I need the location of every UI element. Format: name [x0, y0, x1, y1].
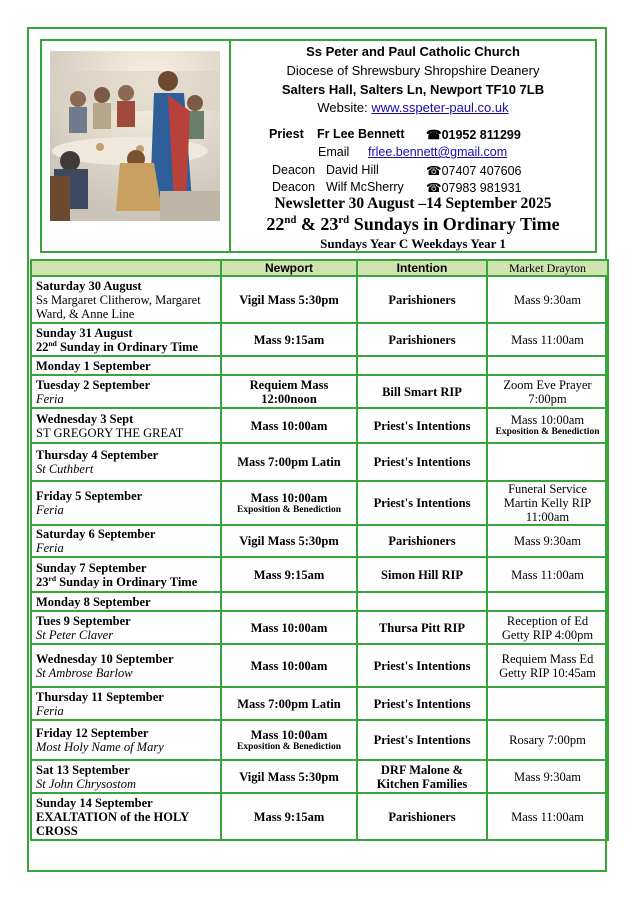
- header-box: [40, 39, 597, 253]
- row-newport-note: Exposition & Benediction: [237, 741, 341, 752]
- cell-intention: [357, 276, 487, 323]
- deacon2-phone: ☎07983 981931: [426, 181, 522, 195]
- row-intention-text: Thursa Pitt RIP: [378, 620, 466, 635]
- row-saint: [36, 810, 189, 838]
- email-label: Email: [318, 145, 350, 159]
- schedule-table: [30, 259, 609, 841]
- row-day: Saturday 30 August: [36, 278, 142, 293]
- cell-day: [31, 793, 221, 840]
- row-saint-text: St John Chrysostom: [36, 776, 136, 791]
- row-newport-note: Exposition & Benediction: [237, 504, 341, 515]
- row-newport-text: Vigil Mass 5:30pm: [239, 534, 339, 548]
- row-saint: [36, 293, 201, 321]
- row-saint: [36, 392, 64, 406]
- cell-market-drayton: [487, 481, 608, 525]
- row-newport-text: Mass 7:00pm Latin: [237, 455, 341, 469]
- cell-market-drayton: [487, 611, 608, 644]
- row-newport-text: Mass 9:15am: [253, 567, 325, 582]
- cell-day: [31, 644, 221, 687]
- row-saint-text: EXALTATION of the HOLY CROSS: [36, 809, 189, 838]
- cell-intention: [357, 356, 487, 375]
- cell-day: [31, 356, 221, 375]
- cell-intention: [357, 557, 487, 592]
- row-saint-text: Ss Margaret Clitherow, Margaret Ward, & Anne Line: [36, 292, 201, 321]
- table-row: [31, 557, 608, 592]
- row-md-text: Mass 11:00am: [511, 809, 584, 824]
- table-row: [31, 793, 608, 840]
- row-intention-text: Simon Hill RIP: [381, 567, 463, 582]
- cell-day: [31, 611, 221, 644]
- cell-newport: [221, 525, 357, 557]
- row-saint-text: Sunday in Ordinary Time: [56, 574, 198, 589]
- row-saint-text: St Ambrose Barlow: [36, 665, 133, 680]
- row-day: Monday 8 September: [36, 594, 151, 609]
- row-md-text: Mass 9:30am: [513, 292, 581, 307]
- row-md-text: Mass 10:00am: [510, 413, 585, 427]
- deacon1-role: Deacon: [272, 163, 316, 177]
- row-saint-sup: nd: [48, 338, 57, 348]
- row-newport-text: Mass 10:00am: [250, 620, 328, 635]
- cell-market-drayton: [487, 760, 608, 793]
- row-saint-sup: rd: [48, 573, 56, 583]
- schedule-rows: [31, 276, 608, 840]
- table-row: [31, 611, 608, 644]
- table-row: [31, 356, 608, 375]
- row-newport-text: Requiem Mass 12:00noon: [249, 377, 329, 406]
- cell-day: [31, 481, 221, 525]
- cell-intention: [357, 323, 487, 356]
- row-intention-text: Parishioners: [388, 534, 456, 548]
- row-saint: [36, 740, 164, 754]
- address: Salters Hall, Salters Ln, Newport TF10 7LB: [281, 82, 545, 97]
- row-day: Thursday 11 September: [36, 689, 164, 704]
- row-intention-text: Bill Smart RIP: [382, 384, 462, 399]
- deacon2-role: Deacon: [272, 180, 316, 194]
- priest-name: Fr Lee Bennett: [317, 127, 405, 141]
- table-row: [31, 323, 608, 356]
- cell-intention: [357, 375, 487, 408]
- cell-market-drayton: [487, 687, 608, 720]
- cell-newport: [221, 687, 357, 720]
- row-md-text: Reception of Ed Getty RIP 4:00pm: [501, 613, 594, 642]
- row-intention-text: DRF Malone & Kitchen Families: [376, 762, 468, 791]
- cell-day: [31, 760, 221, 793]
- table-row: [31, 760, 608, 793]
- cell-market-drayton: [487, 408, 608, 443]
- cell-newport: [221, 443, 357, 481]
- row-intention-text: Priest's Intentions: [373, 696, 471, 711]
- cell-market-drayton: [487, 720, 608, 760]
- row-md-text: Funeral Service Martin Kelly RIP 11:00am: [503, 482, 592, 524]
- newsletter-title: Newsletter 30 August –14 September 2025: [274, 195, 552, 212]
- cell-newport: [221, 644, 357, 687]
- row-saint: [36, 462, 93, 476]
- website-label: Website:: [317, 100, 368, 115]
- row-md-text: Rosary 7:00pm: [509, 733, 586, 747]
- row-day: Saturday 6 September: [36, 527, 156, 541]
- row-newport-text: Mass 7:00pm Latin: [237, 696, 341, 711]
- row-newport-text: Mass 10:00am: [250, 418, 328, 433]
- deacon2-name: Wilf McSherry: [326, 180, 404, 194]
- deacon1-name: David Hill: [326, 163, 379, 177]
- cell-market-drayton: [487, 323, 608, 356]
- sundays-b-sup: rd: [338, 214, 350, 226]
- row-saint-text: Feria: [36, 503, 64, 517]
- cell-intention: [357, 687, 487, 720]
- cell-intention: [357, 760, 487, 793]
- church-name: Ss Peter and Paul Catholic Church: [306, 44, 520, 59]
- table-header-row: [31, 260, 608, 276]
- cell-market-drayton: [487, 276, 608, 323]
- row-saint: [36, 340, 198, 354]
- row-day: Tuesday 2 September: [36, 377, 151, 392]
- cell-newport: [221, 793, 357, 840]
- row-newport-text: Vigil Mass 5:30pm: [239, 769, 339, 784]
- cell-newport: [221, 481, 357, 525]
- row-day: Wednesday 10 September: [36, 651, 174, 666]
- col-header-intention: Intention: [357, 260, 487, 276]
- cell-day: [31, 408, 221, 443]
- col-header-newport: Newport: [221, 260, 357, 276]
- row-day: Sunday 31 August: [36, 325, 133, 340]
- cell-market-drayton: [487, 557, 608, 592]
- cell-newport: [221, 323, 357, 356]
- row-newport-text: Mass 10:00am: [250, 490, 328, 505]
- cell-day: [31, 375, 221, 408]
- cell-intention: [357, 644, 487, 687]
- row-saint-text: St Cuthbert: [36, 462, 94, 476]
- cell-day: [31, 525, 221, 557]
- row-md-note: Exposition & Benediction: [495, 427, 600, 437]
- priest-phone: ☎01952 811299: [426, 128, 521, 142]
- cell-day: [31, 687, 221, 720]
- row-saint-text: St Peter Claver: [36, 627, 114, 642]
- row-saint-text: Feria: [36, 391, 64, 406]
- row-saint: [36, 503, 64, 517]
- row-day: Tues 9 September: [36, 613, 131, 628]
- row-day: Friday 5 September: [36, 489, 143, 503]
- row-intention-text: Parishioners: [388, 332, 456, 347]
- row-md-text: Mass 11:00am: [511, 332, 584, 347]
- website-line: [231, 100, 595, 115]
- row-saint-text: Feria: [36, 541, 64, 555]
- row-day: Wednesday 3 Sept: [36, 411, 134, 426]
- table-row: [31, 276, 608, 323]
- row-day: Thursday 4 September: [36, 448, 159, 462]
- cell-day: [31, 323, 221, 356]
- cell-intention: [357, 525, 487, 557]
- row-day: Sunday 14 September: [36, 795, 153, 810]
- row-day: Monday 1 September: [36, 358, 151, 373]
- cell-market-drayton: [487, 644, 608, 687]
- row-intention-text: Parishioners: [388, 292, 456, 307]
- cell-newport: [221, 611, 357, 644]
- cell-market-drayton: [487, 525, 608, 557]
- col-header-market-drayton: Market Drayton: [487, 260, 608, 276]
- table-row: [31, 720, 608, 760]
- cell-day: [31, 720, 221, 760]
- table-row: [31, 375, 608, 408]
- row-saint-ordinal: 23: [36, 574, 49, 589]
- row-intention-text: Priest's Intentions: [373, 658, 471, 673]
- row-saint: [36, 777, 136, 791]
- priest-role: Priest: [269, 127, 304, 141]
- table-row: [31, 687, 608, 720]
- row-intention-text: Priest's Intentions: [373, 455, 471, 469]
- table-row: [31, 443, 608, 481]
- row-saint: [36, 704, 64, 718]
- table-row: [31, 525, 608, 557]
- row-newport-text: Mass 9:15am: [253, 809, 325, 824]
- cell-intention: [357, 611, 487, 644]
- deacon1-line: [272, 163, 522, 178]
- row-md-text: Zoom Eve Prayer 7:00pm: [503, 377, 592, 406]
- cell-intention: [357, 408, 487, 443]
- table-row: [31, 592, 608, 611]
- row-saint-text: Most Holy Name of Mary: [36, 740, 164, 754]
- cell-market-drayton: [487, 443, 608, 481]
- cell-newport: [221, 720, 357, 760]
- diocese: Diocese of Shrewsbury Shropshire Deanery: [286, 63, 540, 78]
- cell-day: [31, 592, 221, 611]
- row-md-text: Mass 11:00am: [511, 567, 584, 582]
- cell-market-drayton: [487, 375, 608, 408]
- cell-day: [31, 557, 221, 592]
- liturgical-years: Sundays Year C Weekdays Year 1: [320, 236, 506, 251]
- deacon1-phone: ☎07407 407606: [426, 164, 522, 178]
- row-md-text: Mass 9:30am: [513, 534, 581, 548]
- row-intention-text: Priest's Intentions: [373, 496, 471, 510]
- row-newport-text: Mass 10:00am: [250, 658, 328, 673]
- cell-intention: [357, 720, 487, 760]
- email-link[interactable]: frlee.bennett@gmail.com: [368, 145, 508, 159]
- row-saint: [36, 426, 183, 440]
- priest-line: [269, 127, 521, 142]
- cell-day: [31, 276, 221, 323]
- cell-newport: [221, 557, 357, 592]
- row-md-text: Mass 9:30am: [513, 769, 581, 784]
- row-saint-text: Feria: [36, 703, 64, 718]
- cell-newport: [221, 276, 357, 323]
- table-row: [31, 408, 608, 443]
- cell-day: [31, 443, 221, 481]
- last-supper-illustration: [50, 51, 220, 221]
- website-link[interactable]: www.sspeter-paul.co.uk: [371, 100, 509, 115]
- sundays-title: [231, 214, 595, 235]
- sundays-a-sup: nd: [284, 214, 297, 226]
- cell-market-drayton: [487, 356, 608, 375]
- col-header-day: [31, 260, 221, 276]
- row-intention-text: Parishioners: [388, 809, 456, 824]
- cell-market-drayton: [487, 793, 608, 840]
- row-day: Sunday 7 September: [36, 560, 147, 575]
- cell-intention: [357, 481, 487, 525]
- row-intention-text: Priest's Intentions: [373, 418, 471, 433]
- row-newport-text: Vigil Mass 5:30pm: [239, 292, 339, 307]
- row-day: Sat 13 September: [36, 762, 130, 777]
- row-md-text: Requiem Mass Ed Getty RIP 10:45am: [499, 651, 596, 680]
- row-newport-text: Mass 10:00am: [250, 727, 328, 742]
- cell-newport: [221, 408, 357, 443]
- row-saint: [36, 666, 133, 680]
- table-row: [31, 644, 608, 687]
- row-saint: [36, 541, 64, 555]
- cell-intention: [357, 592, 487, 611]
- cell-newport: [221, 356, 357, 375]
- row-saint-ordinal: 22: [36, 339, 49, 354]
- cell-market-drayton: [487, 592, 608, 611]
- row-saint: [36, 628, 113, 642]
- table-row: [31, 481, 608, 525]
- sundays-a: 22: [266, 214, 285, 234]
- cell-intention: [357, 443, 487, 481]
- sundays-rest: Sundays in Ordinary Time: [349, 214, 560, 234]
- sundays-mid: & 23: [296, 214, 339, 234]
- cell-newport: [221, 760, 357, 793]
- row-saint-text: Sunday in Ordinary Time: [56, 339, 199, 354]
- row-day: Friday 12 September: [36, 726, 149, 740]
- cell-intention: [357, 793, 487, 840]
- deacon2-line: [272, 180, 522, 195]
- row-saint: [36, 575, 197, 589]
- email-line: [318, 145, 508, 159]
- row-saint-text: ST GREGORY THE GREAT: [36, 425, 184, 440]
- row-newport-text: Mass 9:15am: [253, 332, 325, 347]
- row-intention-text: Priest's Intentions: [373, 733, 471, 747]
- cell-newport: [221, 592, 357, 611]
- cell-newport: [221, 375, 357, 408]
